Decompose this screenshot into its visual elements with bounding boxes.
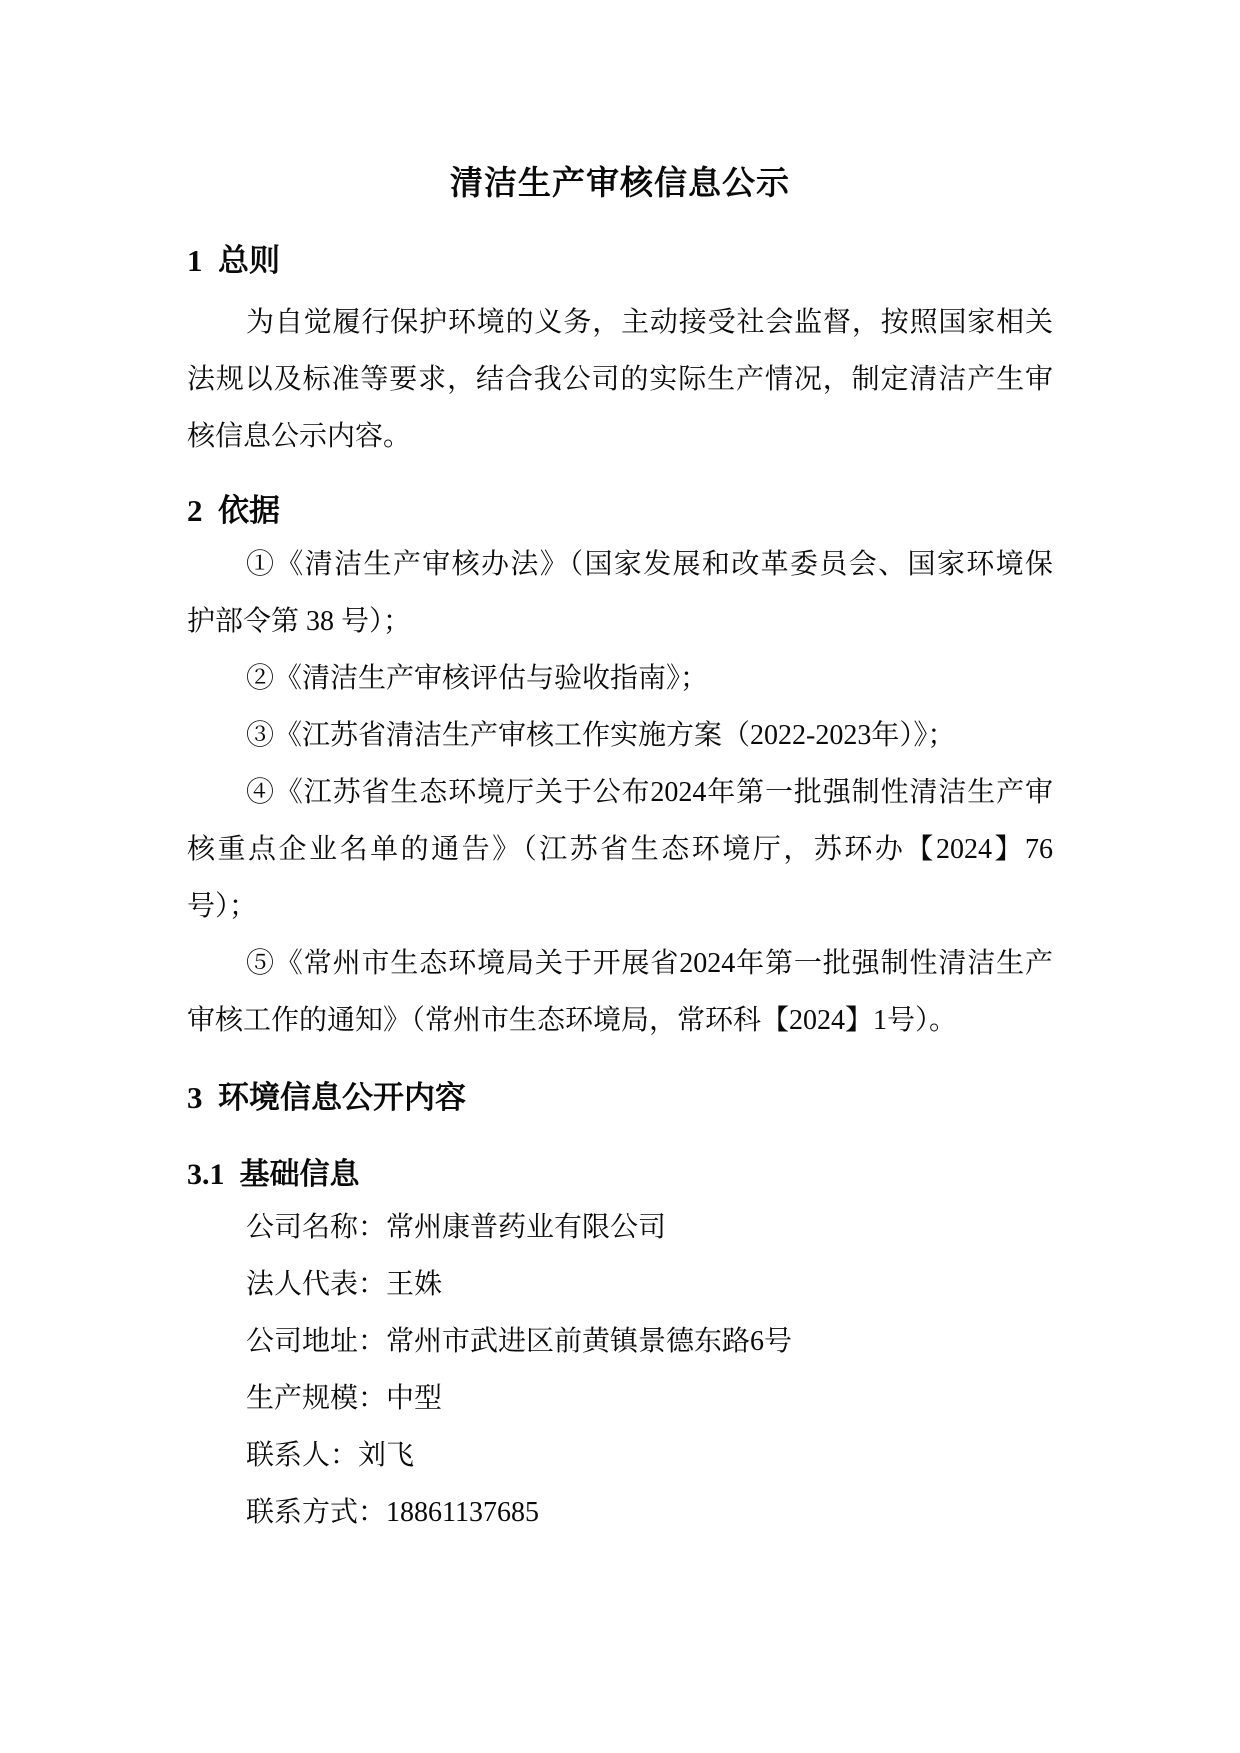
reference-item-line: ③《江苏省清洁生产审核工作实施方案（2022-2023年）》； bbox=[246, 720, 956, 751]
company-address-line: 公司地址：常州市武进区前黄镇景德东路6号 bbox=[246, 1326, 793, 1357]
section-1-paragraph bbox=[187, 294, 1053, 465]
reference-item-line: ②《清洁生产审核评估与验收指南》； bbox=[246, 663, 709, 694]
production-scale-line: 生产规模：中型 bbox=[246, 1383, 443, 1414]
reference-item-line: 审核工作的通知》（常州市生态环境局，常环科【2024】1号）。 bbox=[187, 1005, 958, 1036]
section-2-reference-list bbox=[187, 536, 1053, 1049]
section-3-1-heading: 3.1 基础信息 bbox=[187, 1158, 360, 1191]
paragraph-line: 核信息公示内容。 bbox=[187, 421, 412, 452]
reference-item-line: 护部令第 38 号）； bbox=[187, 606, 412, 637]
legal-person-line: 法人代表：王姝 bbox=[246, 1269, 443, 1300]
section-3-heading: 3 环境信息公开内容 bbox=[187, 1080, 466, 1115]
reference-item-line: 核重点企业名单的通告》（江苏省生态环境厅，苏环办【2024】76 bbox=[187, 834, 1053, 865]
basic-info-list bbox=[187, 1199, 1053, 1541]
section-2-heading: 2 依据 bbox=[187, 493, 280, 528]
paragraph-line: 为自觉履行保护环境的义务，主动接受社会监督，按照国家相关 bbox=[246, 307, 1053, 338]
section-1-heading: 1 总则 bbox=[187, 243, 280, 278]
company-name-line: 公司名称：常州康普药业有限公司 bbox=[246, 1212, 667, 1243]
reference-item-line: ⑤《常州市生态环境局关于开展省2024年第一批强制性清洁生产 bbox=[246, 948, 1053, 979]
reference-item-line: 号）； bbox=[187, 891, 258, 922]
paragraph-line: 法规以及标准等要求，结合我公司的实际生产情况，制定清洁产生审 bbox=[187, 364, 1053, 395]
document-title: 清洁生产审核信息公示 bbox=[450, 166, 790, 202]
contact-person-line: 联系人：刘飞 bbox=[246, 1440, 415, 1471]
reference-item-line: ④《江苏省生态环境厅关于公布2024年第一批强制性清洁生产审 bbox=[246, 777, 1053, 808]
reference-item-line: ①《清洁生产审核办法》（国家发展和改革委员会、国家环境保 bbox=[246, 549, 1053, 580]
contact-phone-line: 联系方式：18861137685 bbox=[246, 1497, 539, 1528]
